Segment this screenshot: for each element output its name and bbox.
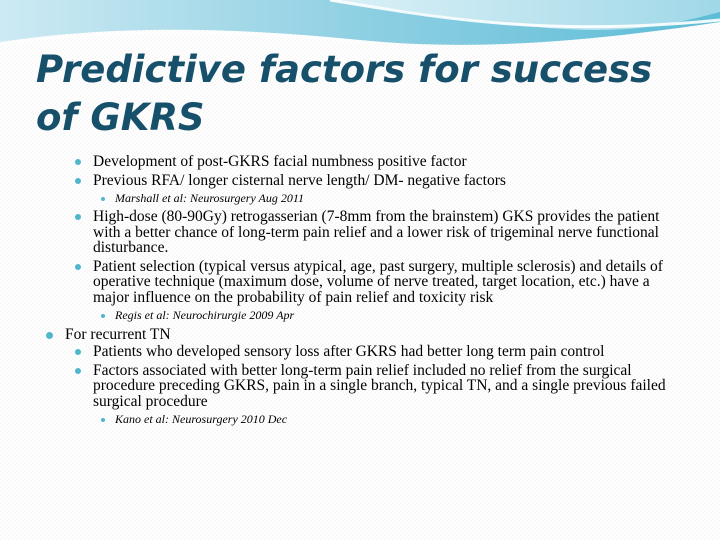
bullet-text: Factors associated with better long-term pain relief included no relief from the surgical procedure preceding GKRS, pain in a single branch, typical TN, and a single previous failed surgical procedure xyxy=(93,361,666,410)
reference-text: Marshall et al: Neurosurgery Aug 2011 xyxy=(115,191,304,205)
bullet-icon xyxy=(75,368,81,374)
reference-item xyxy=(115,308,685,323)
slide-title: Predictive factors for success of GKRS xyxy=(36,48,653,139)
bullet-icon xyxy=(75,214,81,220)
reference-text: Regis et al: Neurochirurgie 2009 Apr xyxy=(115,308,295,322)
bullet-icon xyxy=(75,264,81,270)
reference-text: Kano et al: Neurosurgery 2010 Dec xyxy=(115,412,288,426)
reference-item xyxy=(115,412,685,427)
section-text: For recurrent TN xyxy=(65,326,171,343)
list-item xyxy=(93,209,688,256)
bullet-text: Patient selection (typical versus atypical, age, past surgery, multiple sclerosis) and details of operative technique (maximum dose, volume of nerve treated, target location, etc.) have a major influence on the probability of pain relief and toxicity risk xyxy=(93,257,663,306)
list-item xyxy=(93,173,688,189)
list-item xyxy=(93,154,688,170)
list-item xyxy=(93,259,688,306)
bullet-text: High-dose (80-90Gy) retrogasserian (7-8mm from the brainstem) GKS provides the patient with a better chance of long-term pain relief and a lower risk of trigeminal nerve functional disturbance. xyxy=(93,208,660,256)
bullet-text: Patients who developed sensory loss after GKRS had better long term pain control xyxy=(93,343,605,360)
list-item xyxy=(93,344,688,360)
bullet-icon xyxy=(75,349,81,355)
bullet-icon xyxy=(101,418,105,422)
bullet-text: Previous RFA/ longer cisternal nerve length/ DM- negative factors xyxy=(93,171,506,189)
section-item xyxy=(65,326,695,344)
list-item xyxy=(93,363,688,410)
bullet-text: Development of post-GKRS facial numbness positive factor xyxy=(93,153,467,170)
bullet-icon xyxy=(75,159,81,165)
reference-item xyxy=(115,191,685,206)
bullet-icon xyxy=(75,178,81,184)
bullet-icon xyxy=(101,314,105,318)
bullet-icon xyxy=(101,197,105,201)
bullet-icon xyxy=(46,332,53,339)
slide-body xyxy=(0,154,720,430)
